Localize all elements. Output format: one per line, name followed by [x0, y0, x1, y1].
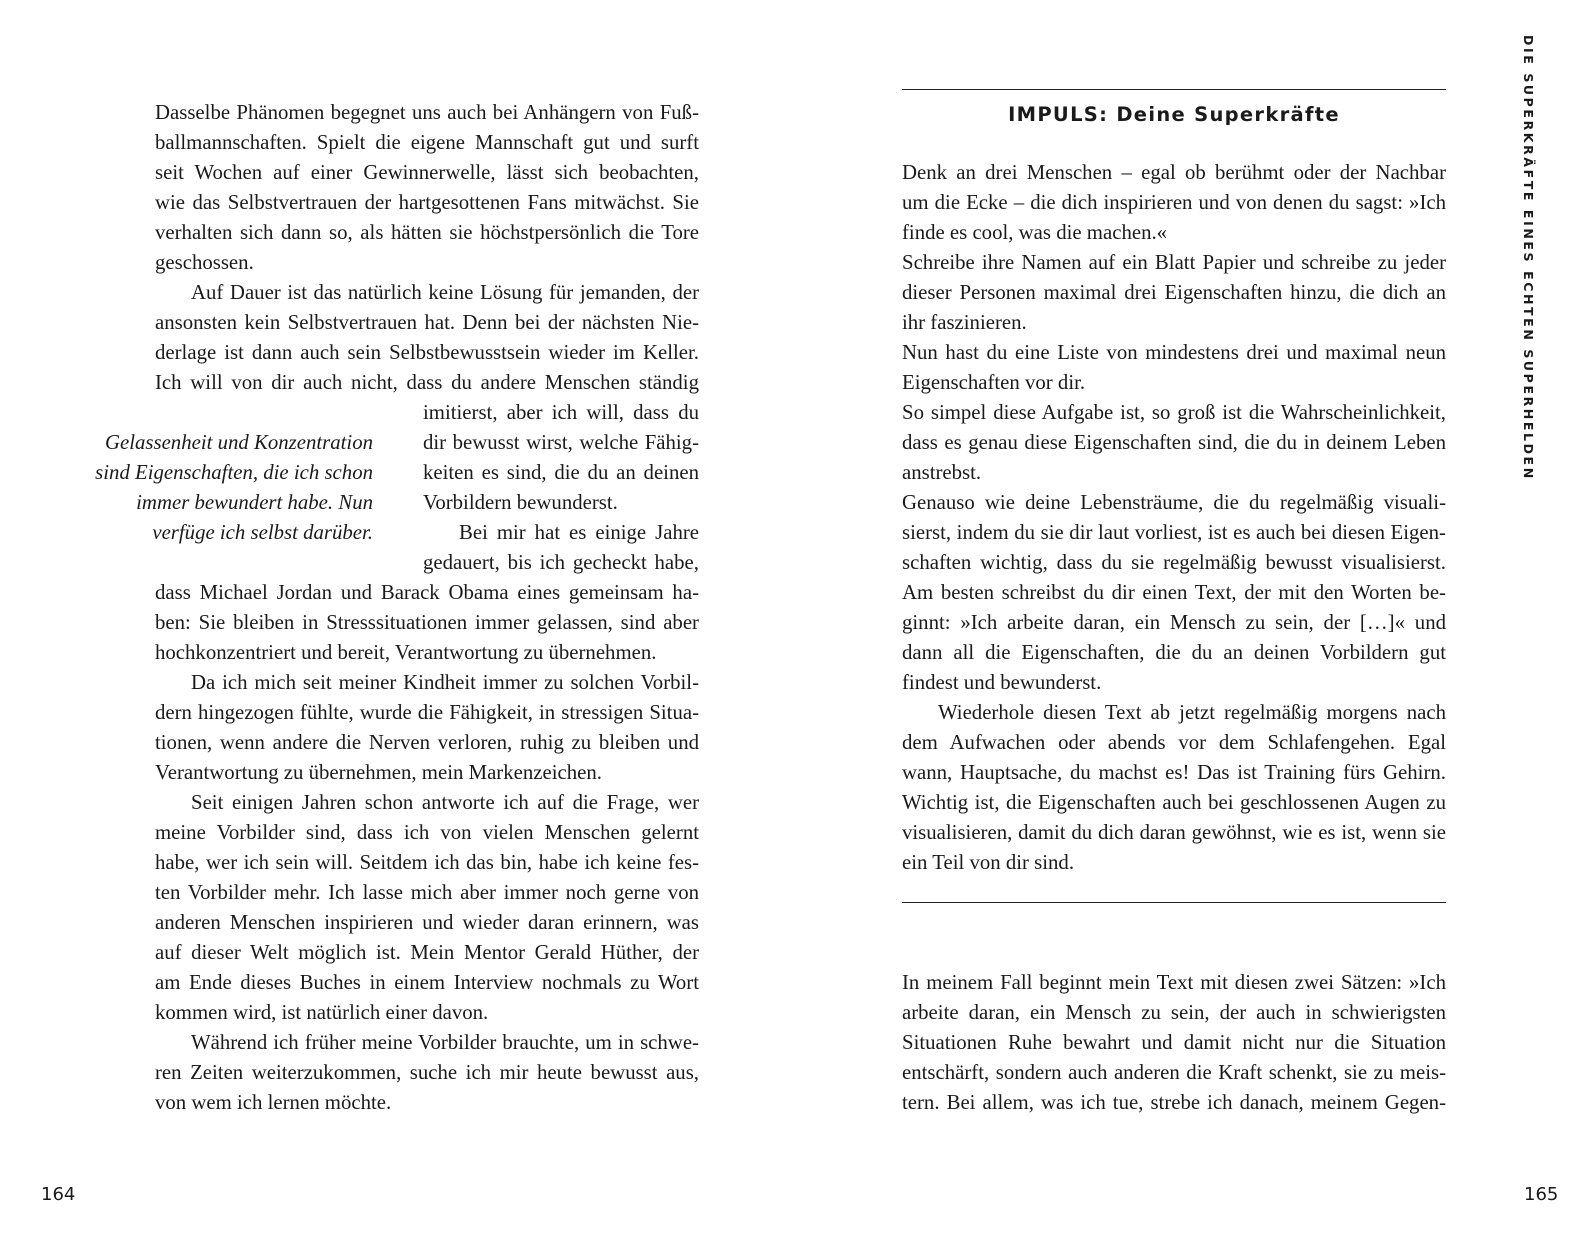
impuls-text-line: Schreibe ihre Namen auf ein Blatt Papier und schreibe zu jeder [902, 251, 1446, 274]
left-text-line: Ich will von dir auch nicht, dass du andere Menschen ständig [155, 371, 699, 394]
right-text-line: arbeite daran, ein Mensch zu sein, der auch in schwierigsten [902, 1001, 1446, 1024]
impuls-text-line: ihr faszinieren. [902, 311, 1027, 334]
impuls-text-line: findest und bewunderst. [902, 671, 1102, 694]
impuls-text-line: Genauso wie deine Lebensträume, die du regelmäßig visuali- [902, 491, 1446, 514]
left-text-line: ben: Sie bleiben in Stresssituationen immer gelassen, sind aber [155, 611, 699, 634]
impuls-text-line: Nun hast du eine Liste von mindestens drei und maximal neun [902, 341, 1446, 364]
impuls-heading: IMPULS: Deine Superkräfte [1008, 103, 1340, 126]
impuls-text-line: Wichtig ist, die Eigenschaften auch bei geschlossenen Augen zu [902, 791, 1446, 814]
right-text-line: tern. Bei allem, was ich tue, strebe ich danach, meinem Gegen- [902, 1091, 1446, 1114]
impuls-text-line: dieser Personen maximal drei Eigenschaften hinzu, die dich an [902, 281, 1446, 304]
page-number-left: 164 [41, 1184, 76, 1205]
impuls-text-line: schaften wichtig, dass du sie regelmäßig bewusst visualisierst. [902, 551, 1446, 574]
impuls-bottom-rule [902, 902, 1446, 903]
impuls-text-line: Eigenschaften vor dir. [902, 371, 1086, 394]
left-text-line: ansonsten kein Selbstvertrauen hat. Denn bei der nächsten Nie- [155, 311, 699, 334]
impuls-text-line: finde es cool, was die machen.« [902, 221, 1168, 244]
impuls-text-line: dann all die Eigenschaften, die du an deinen Vorbildern gut [902, 641, 1446, 664]
left-text-line: dass Michael Jordan und Barack Obama eines gemeinsam ha- [155, 581, 699, 604]
impuls-text-line: dass es genau diese Eigenschaften sind, die du in deinem Leben [902, 431, 1446, 454]
left-text-line: Vorbildern bewunderst. [423, 491, 618, 514]
left-text-line: Verantwortung zu übernehmen, mein Markenzeichen. [155, 761, 602, 784]
pull-quote-line: sind Eigenschaften, die ich schon [95, 461, 373, 484]
left-text-line: habe, wer ich sein will. Seitdem ich das bin, habe ich keine fes- [155, 851, 699, 874]
impuls-text-line: ein Teil von dir sind. [902, 851, 1075, 874]
left-text-line: derlage ist dann auch sein Selbstbewusstsein wieder im Keller. [155, 341, 699, 364]
left-text-line: am Ende dieses Buches in einem Interview nochmals zu Wort [155, 971, 699, 994]
left-text-line: Auf Dauer ist das natürlich keine Lösung für jemanden, der [191, 281, 699, 304]
impuls-text-line: visualisieren, damit du dich daran gewöhnst, wie es ist, wenn sie [902, 821, 1446, 844]
right-text-line: entschärft, sondern auch anderen die Kraft schenkt, sie zu meis- [902, 1061, 1446, 1084]
impuls-text-line: um die Ecke – die dich inspirieren und von denen du sagst: »Ich [902, 191, 1446, 214]
left-text-line: imitierst, aber ich will, dass du [423, 401, 699, 424]
left-text-line: von wem ich lernen möchte. [155, 1091, 392, 1114]
impuls-text-line: Wiederhole diesen Text ab jetzt regelmäßig morgens nach [938, 701, 1446, 724]
impuls-text-line: Denk an drei Menschen – egal ob berühmt oder der Nachbar [902, 161, 1446, 184]
left-text-line: meine Vorbilder sind, dass ich von vielen Menschen gelernt [155, 821, 699, 844]
impuls-top-rule [902, 89, 1446, 90]
left-text-line: geschossen. [155, 251, 254, 274]
left-text-line: dern hingezogen fühlte, wurde die Fähigkeit, in stressigen Situa- [155, 701, 699, 724]
left-text-line: gedauert, bis ich gecheckt habe, [423, 551, 699, 574]
right-text-line: Situationen Ruhe bewahrt und damit nicht nur die Situation [902, 1031, 1446, 1054]
left-text-line: Seit einigen Jahren schon antworte ich auf die Frage, wer [191, 791, 699, 814]
pull-quote-line: immer bewundert habe. Nun [136, 491, 373, 514]
left-text-line: ballmannschaften. Spielt die eigene Mannschaft gut und surft [155, 131, 699, 154]
impuls-text-line: anstrebst. [902, 461, 982, 484]
running-head: DIE SUPERKRÄFTE EINES ECHTEN SUPERHELDEN [1521, 35, 1536, 481]
left-text-line: verhalten sich dann so, als hätten sie höchstpersönlich die Tore [155, 221, 699, 244]
left-text-line: Dasselbe Phänomen begegnet uns auch bei Anhängern von Fuß- [155, 101, 699, 124]
left-text-line: Während ich früher meine Vorbilder brauchte, um in schwe- [191, 1031, 699, 1054]
impuls-text-line: dem Aufwachen oder abends vor dem Schlafengehen. Egal [902, 731, 1446, 754]
left-text-line: ten Vorbilder mehr. Ich lasse mich aber immer noch gerne von [155, 881, 699, 904]
impuls-text-line: wann, Hauptsache, du machst es! Das ist Training fürs Gehirn. [902, 761, 1446, 784]
left-text-line: dir bewusst wirst, welche Fähig- [423, 431, 699, 454]
right-text-line: In meinem Fall beginnt mein Text mit diesen zwei Sätzen: »Ich [902, 971, 1446, 994]
left-text-line: ren Zeiten weiterzukommen, suche ich mir heute bewusst aus, [155, 1061, 699, 1084]
left-text-line: keiten es sind, die du an deinen [423, 461, 699, 484]
left-text-line: wie das Selbstvertrauen der hartgesottenen Fans mitwächst. Sie [155, 191, 699, 214]
impuls-text-line: Am besten schreibst du dir einen Text, der mit den Worten be- [902, 581, 1446, 604]
left-text-line: anderen Menschen inspirieren und wieder daran erinnern, was [155, 911, 699, 934]
left-text-line: auf dieser Welt möglich ist. Mein Mentor Gerald Hüther, der [155, 941, 699, 964]
left-text-line: kommen wird, ist natürlich einer davon. [155, 1001, 489, 1024]
impuls-text-line: ginnt: »Ich arbeite daran, ein Mensch zu sein, der […]« und [902, 611, 1446, 634]
pull-quote-line: verfüge ich selbst darüber. [152, 521, 373, 544]
impuls-text-line: sierst, indem du sie dir laut vorliest, ist es auch bei diesen Eigen- [902, 521, 1446, 544]
left-text-line: Bei mir hat es einige Jahre [459, 521, 699, 544]
left-text-line: hochkonzentriert und bereit, Verantwortung zu übernehmen. [155, 641, 657, 664]
impuls-text-line: So simpel diese Aufgabe ist, so groß ist die Wahrscheinlichkeit, [902, 401, 1446, 424]
page-number-right: 165 [1524, 1184, 1559, 1205]
left-text-line: seit Wochen auf einer Gewinnerwelle, lässt sich beobachten, [155, 161, 699, 184]
left-text-line: Da ich mich seit meiner Kindheit immer zu solchen Vorbil- [191, 671, 699, 694]
left-text-line: tionen, wenn andere die Nerven verloren, ruhig zu bleiben und [155, 731, 699, 754]
pull-quote-line: Gelassenheit und Konzentration [104, 431, 373, 454]
